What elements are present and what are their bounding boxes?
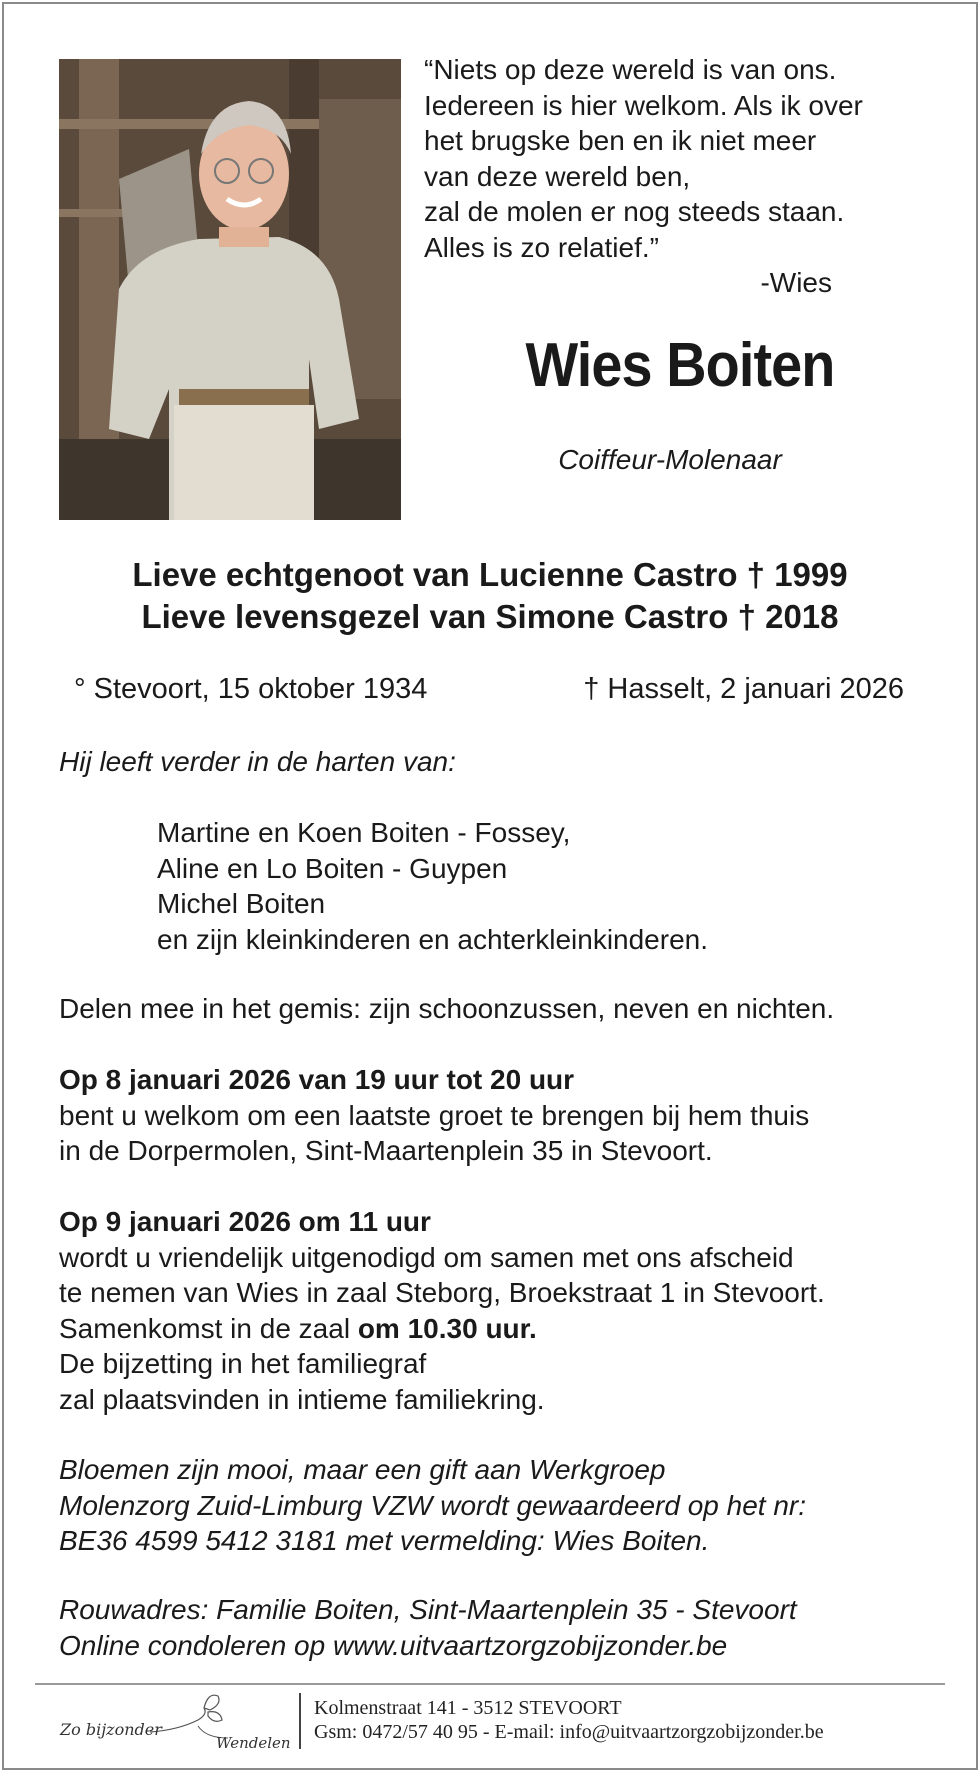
footer-address: Kolmenstraat 141 - 3512 STEVOORT (314, 1697, 622, 1719)
ceremony-line: De bijzetting in het familiegraf (59, 1348, 427, 1379)
ceremony-gathering (59, 1311, 825, 1347)
footer-vertical-divider (299, 1693, 301, 1749)
spouse-line: Lieve echtgenoot van Lucienne Castro † 1999 (132, 556, 848, 593)
visitation-heading: Op 8 januari 2026 van 19 uur tot 20 uur (59, 1064, 575, 1095)
birth-info: ° Stevoort, 15 oktober 1934 (74, 673, 428, 705)
donation-line: Molenzorg Zuid-Limburg VZW wordt gewaardeerd op het nr: (59, 1489, 807, 1521)
visitation-line: in de Dorpermolen, Sint-Maartenplein 35 in Stevoort. (59, 1135, 713, 1166)
quote-line: Iedereen is hier welkom. Als ik over (424, 89, 863, 121)
quote-line: van deze wereld ben, (424, 160, 691, 192)
funeral-home-logo (58, 1690, 298, 1752)
ceremony-line: zal plaatsvinden in intieme familiekring. (59, 1383, 545, 1415)
gathering-prefix: Samenkomst in de zaal (59, 1312, 358, 1344)
portrait-photo (59, 59, 401, 520)
survivors-intro: Hij leeft verder in de harten van: (59, 746, 456, 777)
visitation-block (59, 1062, 809, 1169)
survivors-list (157, 815, 708, 957)
quote-line: zal de molen er nog steeds staan. (424, 196, 845, 227)
online-condolence[interactable]: Online condoleren op www.uitvaartzorgzobijzonder.be (59, 1629, 728, 1661)
donation-line: Bloemen zijn mooi, maar een gift aan Werkgroep (59, 1454, 666, 1485)
contact-block (59, 1592, 797, 1663)
spouse-line: Lieve levensgezel van Simone Castro † 2018 (141, 598, 839, 635)
gathering-time: om 10.30 uur. (357, 1312, 537, 1344)
ceremony-block (59, 1204, 825, 1417)
spouses (0, 554, 980, 638)
deceased-name: Wies Boiten (525, 331, 835, 400)
donation-block (59, 1452, 806, 1559)
quote-line: het brugske ben en ik niet meer (424, 125, 817, 156)
ceremony-line: wordt u vriendelijk uitgenodigd om samen met ons afscheid (59, 1241, 794, 1273)
visitation-line: bent u welkom om een laatste groet te brengen bij hem thuis (59, 1099, 810, 1131)
survivor-line: en zijn kleinkinderen en achterkleinkinderen. (157, 923, 709, 955)
logo-main-text: Zo bijzonder (60, 1720, 162, 1739)
profession: Coiffeur-Molenaar (558, 444, 782, 475)
footer-contact (314, 1696, 824, 1744)
mourning-address: Rouwadres: Familie Boiten, Sint-Maartenplein 35 - Stevoort (59, 1594, 797, 1625)
logo-sub-text: Wendelen (216, 1734, 291, 1752)
quote-line: Alles is zo relatief.” (424, 231, 659, 263)
footer-divider-line (35, 1683, 945, 1685)
ceremony-heading: Op 9 januari 2026 om 11 uur (59, 1206, 431, 1237)
footer-phone-email: Gsm: 0472/57 40 95 - E-mail: info@uitvaartzorgzobijzonder.be (314, 1721, 824, 1743)
quote-attribution: -Wies (760, 267, 832, 298)
death-info: † Hasselt, 2 januari 2026 (583, 673, 904, 705)
survivor-line: Martine en Koen Boiten - Fossey, (157, 817, 571, 848)
survivor-line: Aline en Lo Boiten - Guypen (157, 852, 508, 884)
donation-line: BE36 4599 5412 3181 met vermelding: Wies Boiten. (59, 1525, 710, 1556)
shared-grief: Delen mee in het gemis: zijn schoonzussen, neven en nichten. (59, 993, 835, 1024)
quote-line: “Niets op deze wereld is van ons. (424, 54, 837, 85)
survivor-line: Michel Boiten (157, 888, 326, 919)
quote (424, 52, 944, 301)
ceremony-line: te nemen van Wies in zaal Steborg, Broekstraat 1 in Stevoort. (59, 1277, 825, 1308)
